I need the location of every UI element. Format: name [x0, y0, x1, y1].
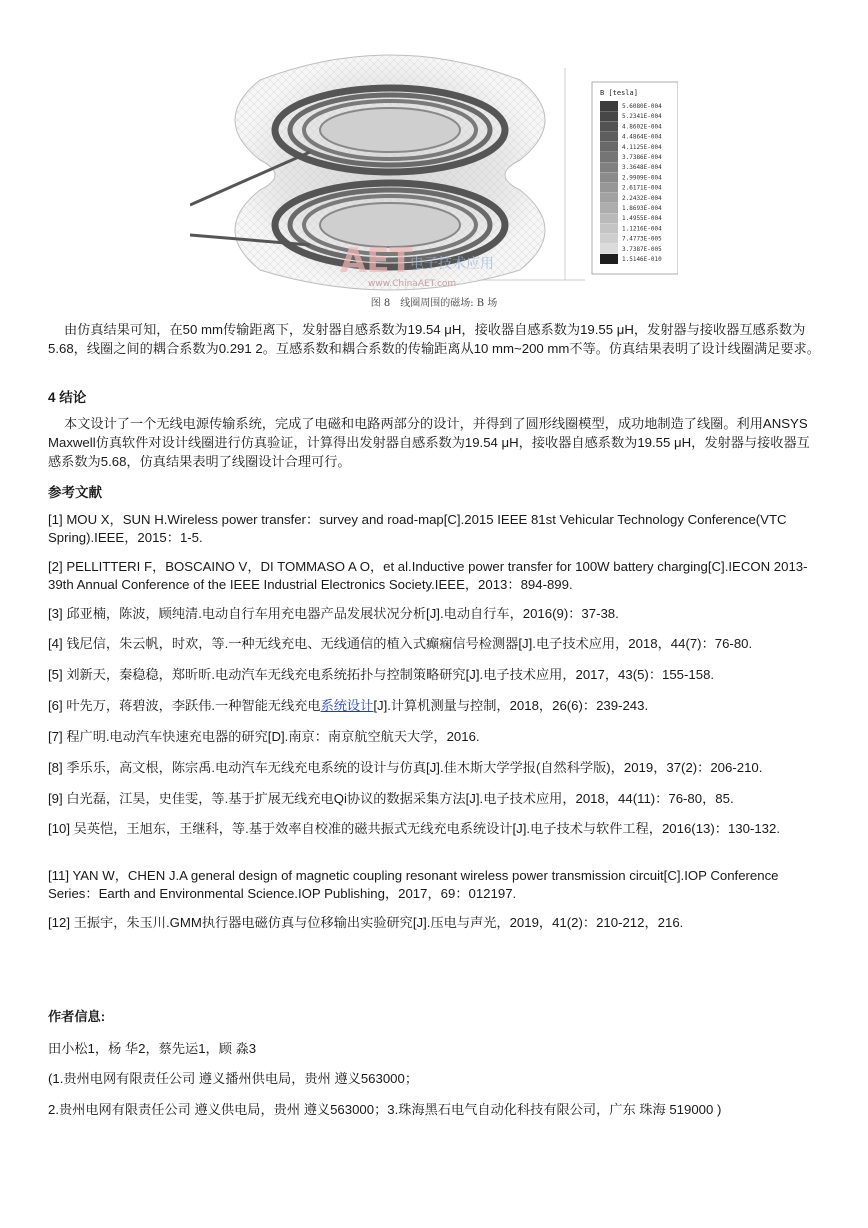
legend-value: 4.1125E-004 — [622, 143, 662, 151]
legend-value: 4.8602E-004 — [622, 123, 662, 131]
figure-caption: 图 8 线圈周围的磁场: B 场 — [370, 298, 498, 309]
reference-item: [8] 季乐乐，高文根，陈宗禹.电动汽车无线充电系统的设计与仿真[J].佳木斯大学学报(自然科学版)，2019，37(2)：206-210. — [48, 760, 763, 775]
reference-item: [11] YAN W，CHEN J.A general design of magnetic coupling resonant wireless power transmission circuit[C].IOP Conference Series：Earth and Environmental Science.IOP Publishing，2017，69：012197. — [48, 868, 779, 901]
legend-swatch — [600, 234, 618, 244]
legend-swatch — [600, 183, 618, 193]
author-affiliation: 2.贵州电网有限责任公司 遵义供电局，贵州 遵义563000；3.珠海黑石电气自动化科技有限公司，广东 珠海 519000 ) — [48, 1102, 722, 1117]
reference-item — [48, 697, 822, 715]
reference-item: [1] MOU X，SUN H.Wireless power transfer：survey and road-map[C].2015 IEEE 81st Vehicular Technology Conference(VTC Spring).IEEE，2015：1-5. — [48, 512, 787, 545]
reference-item: [4] 钱尼信，朱云帆，时欢，等.一种无线充电、无线通信的植入式癫痫信号检测器[J].电子技术应用，2018，44(7)：76-80. — [48, 636, 753, 651]
reference-item: [9] 白光磊，江昊，史佳雯，等.基于扩展无线充电Qi协议的数据采集方法[J].电子技术应用，2018，44(11)：76-80，85. — [48, 791, 734, 806]
legend-swatch — [600, 101, 618, 111]
legend-value: 4.4864E-004 — [622, 133, 662, 141]
watermark-url: www.ChinaAET.com — [368, 279, 457, 289]
legend-swatch — [600, 213, 618, 223]
reference-item: [7] 程广明.电动汽车快速充电器的研究[D].南京：南京航空航天大学，2016. — [48, 729, 480, 744]
legend-swatch — [600, 142, 618, 152]
author-affiliation: (1.贵州电网有限责任公司 遵义播州供电局，贵州 遵义563000； — [48, 1071, 419, 1086]
legend-value: 1.5146E-010 — [622, 256, 662, 263]
legend-title: B [tesla] — [600, 89, 638, 97]
legend-swatch — [600, 111, 618, 121]
legend-swatch — [600, 244, 618, 254]
magnetic-field-figure — [190, 40, 678, 292]
legend-value: 2.2432E-004 — [622, 194, 662, 202]
conclusion-paragraph: 本文设计了一个无线电源传输系统，完成了电磁和电路两部分的设计，并得到了圆形线圈模型，成功地制造了线圈。利用ANSYS Maxwell仿真软件对设计线圈进行仿真验证，计算得出发射器自感系数为19.54 μH，接收器自感系数为19.55 μH，发射器与接收器互感系数为5.68，仿真结果表明了线圈设计合理可行。 — [48, 416, 810, 469]
reference-text: [J].计算机测量与控制，2018，26(6)：239-243. — [373, 698, 649, 713]
legend-value: 2.6171E-004 — [622, 184, 662, 192]
legend-value: 3.3648E-004 — [622, 164, 662, 172]
legend-value: 3.7386E-004 — [622, 154, 662, 161]
references-heading: 参考文献 — [48, 485, 102, 500]
legend-value: 5.6080E-004 — [622, 103, 662, 110]
legend-swatch — [600, 121, 618, 131]
legend-swatch — [600, 132, 618, 142]
reference-text: [6] 叶先万，蒋碧波，李跃伟.一种智能无线充电 — [48, 698, 321, 713]
author-names: 田小松1，杨 华2，蔡先运1，顾 淼3 — [48, 1041, 257, 1056]
reference-link[interactable]: 系统设计 — [320, 698, 374, 713]
reference-item: [3] 邱亚楠，陈波，顾纯清.电动自行车用充电器产品发展状况分析[J].电动自行车，2016(9)：37-38. — [48, 606, 619, 621]
legend-swatch — [600, 193, 618, 203]
legend-swatch — [600, 254, 618, 264]
legend-value: 1.1216E-004 — [622, 225, 662, 233]
conclusion-heading: 4 结论 — [48, 390, 87, 405]
watermark-logo-cn: 电子技术应用 — [410, 256, 494, 272]
watermark-logo: AET — [340, 241, 413, 281]
legend-value: 1.8693E-004 — [622, 205, 662, 212]
legend-swatch — [600, 162, 618, 172]
legend-value: 1.4955E-004 — [622, 215, 662, 223]
reference-item: [5] 刘新天，秦稳稳，郑昕昕.电动汽车无线充电系统拓扑与控制策略研究[J].电子技术应用，2017，43(5)：155-158. — [48, 667, 715, 682]
legend-swatch — [600, 172, 618, 182]
results-paragraph: 由仿真结果可知，在50 mm传输距离下，发射器自感系数为19.54 μH，接收器自感系数为19.55 μH，发射器与接收器互感系数为5.68，线圈之间的耦合系数为0.291 2。互感系数和耦合系数的传输距离从10 mm~200 mm不等。仿真结果表明了设计线圈满足要求。 — [48, 322, 820, 356]
legend-value: 7.4773E-005 — [622, 235, 662, 243]
author-heading: 作者信息: — [48, 1009, 106, 1024]
legend-value: 2.9909E-004 — [622, 174, 662, 182]
legend-swatch — [600, 152, 618, 162]
legend-swatch — [600, 203, 618, 213]
reference-item: [12] 王振宇，朱玉川.GMM执行器电磁仿真与位移输出实验研究[J].压电与声光，2019，41(2)：210-212，216. — [48, 915, 684, 930]
reference-item: [2] PELLITTERI F，BOSCAINO V，DI TOMMASO A O，et al.Inductive power transfer for 100W battery charging[C].IECON 2013-39th Annual Conference of the IEEE Industrial Electronics Society.IEEE，2013：894-899. — [48, 559, 808, 592]
field-simulation-image — [190, 40, 678, 292]
legend-swatch — [600, 223, 618, 233]
legend-value: 3.7387E-005 — [622, 245, 662, 253]
legend-value: 5.2341E-004 — [622, 113, 662, 121]
reference-item: [10] 吴英恺，王旭东，王继科，等.基于效率自校准的磁共振式无线充电系统设计[J].电子技术与软件工程，2016(13)：130-132. — [48, 821, 781, 836]
